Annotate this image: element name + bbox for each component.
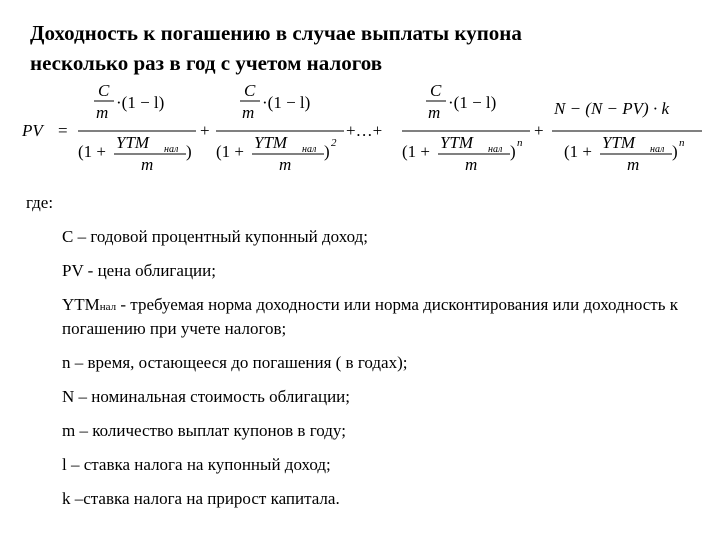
term1-one-plus: (1 + — [78, 142, 106, 161]
slide-title — [30, 18, 690, 78]
termlast-numerator: N − (N − PV) · k — [554, 99, 670, 118]
term1-one-minus-l: ·(1 − l) — [116, 93, 165, 112]
term2-ytm: YTM — [254, 133, 288, 152]
termlast-ytm: YTM — [602, 133, 636, 152]
termlast-power: n — [679, 137, 685, 149]
formula-svg — [0, 82, 720, 182]
termn-one-plus: (1 + — [402, 142, 430, 161]
formula-plus-2: + — [534, 121, 544, 140]
definition-text: PV - цена облигации; — [62, 261, 216, 280]
definition-symbol-sub: нал — [99, 301, 117, 313]
termn-one-minus-l: ·(1 − l) — [448, 93, 497, 112]
formula-ellipsis: +…+ — [346, 121, 383, 140]
term2-one-minus-l: ·(1 − l) — [262, 93, 311, 112]
definition-item — [62, 454, 702, 475]
term1-C: C — [98, 82, 110, 100]
definition-item — [62, 386, 702, 407]
definition-item — [62, 226, 702, 247]
title-line-1: Доходность к погашению в случае выплаты купона — [30, 21, 522, 45]
definition-item — [62, 488, 702, 509]
pv-formula — [0, 82, 720, 182]
formula-plus-1: + — [200, 121, 210, 140]
definition-text: - требуемая норма доходности или норма дисконтирования или доходность к погашению при учете налогов; — [62, 295, 678, 338]
term1-nal: нал — [164, 144, 179, 155]
term1-m: m — [96, 103, 109, 122]
term2-C: C — [244, 82, 256, 100]
definitions-list — [62, 226, 702, 522]
formula-term-last — [552, 99, 702, 174]
termlast-one-plus: (1 + — [564, 142, 592, 161]
term1-close: ) — [186, 142, 192, 161]
term1-m-denom: m — [141, 155, 154, 174]
term2-m: m — [242, 103, 255, 122]
term2-one-plus: (1 + — [216, 142, 244, 161]
definition-symbol: YTM — [62, 295, 100, 314]
termn-close: ) — [510, 142, 516, 161]
definition-item — [62, 420, 702, 441]
term2-nal: нал — [302, 144, 317, 155]
definition-text: k –ставка налога на прирост капитала. — [62, 489, 340, 508]
term2-close: ) — [324, 142, 330, 161]
termn-power: n — [517, 137, 523, 149]
formula-term-1 — [78, 82, 196, 174]
termlast-nal: нал — [650, 144, 665, 155]
definition-text: С – годовой процентный купонный доход; — [62, 227, 368, 246]
definition-text: m – количество выплат купонов в году; — [62, 421, 346, 440]
definition-item — [62, 260, 702, 281]
term2-m-denom: m — [279, 155, 292, 174]
termn-m: m — [428, 103, 441, 122]
formula-eq: = — [58, 121, 68, 140]
formula-lhs: PV — [22, 121, 43, 140]
where-label: где: — [26, 193, 54, 212]
definition-item — [62, 294, 702, 339]
termn-ytm: YTM — [440, 133, 474, 152]
definition-text: l – ставка налога на купонный доход; — [62, 455, 331, 474]
definition-text: N – номинальная стоимость облигации; — [62, 387, 350, 406]
termlast-close: ) — [672, 142, 678, 161]
definition-item — [62, 352, 702, 373]
formula-term-n — [402, 82, 530, 174]
definition-text: n – время, остающееся до погашения ( в годах); — [62, 353, 408, 372]
formula-term-2 — [216, 82, 344, 174]
term1-ytm: YTM — [116, 133, 150, 152]
term2-power: 2 — [331, 137, 337, 149]
title-line-2: несколько раз в год с учетом налогов — [30, 51, 383, 75]
termn-nal: нал — [488, 144, 503, 155]
termn-m-denom: m — [465, 155, 478, 174]
termn-C: C — [430, 82, 442, 100]
termlast-m-denom: m — [627, 155, 640, 174]
